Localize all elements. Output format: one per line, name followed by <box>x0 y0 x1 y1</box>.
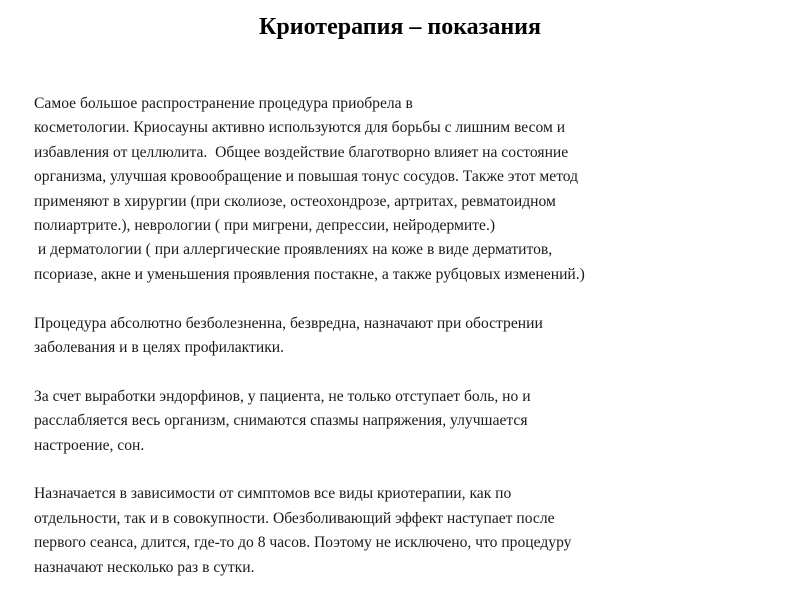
paragraph-safety <box>34 312 774 361</box>
text-line: полиартрите.), неврологии ( при мигрени, депрессии, нейродермите.) <box>34 217 496 235</box>
text-line: Процедура абсолютно безболезненна, безвредна, назначают при обострении <box>34 314 543 332</box>
text-line: расслабляется весь организм, снимаются спазмы напряжения, улучшается <box>34 412 528 430</box>
text-line: Назначается в зависимости от симптомов все виды криотерапии, как по <box>34 485 512 503</box>
text-line: Самое большое распространение процедура приобрела в <box>34 95 413 112</box>
text-line: За счет выработки эндорфинов, у пациента, не только отступает боль, но и <box>34 387 531 405</box>
paragraph-usage <box>34 92 774 287</box>
slide-title: Криотерапия – показания <box>259 14 541 40</box>
text-line: применяют в хирургии (при сколиозе, остеохондрозе, артритах, ревматоидном <box>34 192 556 210</box>
text-line: и дерматологии ( при аллергические проявлениях на коже в виде дерматитов, <box>34 241 553 259</box>
text-line: заболевания и в целях профилактики. <box>34 339 285 357</box>
text-line: первого сеанса, длится, где-то до 8 часов. Поэтому не исключено, что процедуру <box>34 534 572 552</box>
text-line: настроение, сон. <box>34 436 145 454</box>
text-line: назначают несколько раз в сутки. <box>34 558 255 576</box>
text-line: косметологии. Криосауны активно используются для борьбы с лишним весом и <box>34 119 566 137</box>
slide-body <box>34 92 774 580</box>
paragraph-effects <box>34 385 774 458</box>
text-line: псориазе, акне и уменьшения проявления постакне, а также рубцовых изменений.) <box>34 265 585 283</box>
text-line: организма, улучшая кровообращение и повышая тонус сосудов. Также этот метод <box>34 168 579 186</box>
text-line: отдельности, так и в совокупности. Обезболивающий эффект наступает после <box>34 509 555 527</box>
text-line: избавления от целлюлита. Общее воздействие благотворно влияет на состояние <box>34 143 569 161</box>
paragraph-prescription <box>34 482 774 580</box>
